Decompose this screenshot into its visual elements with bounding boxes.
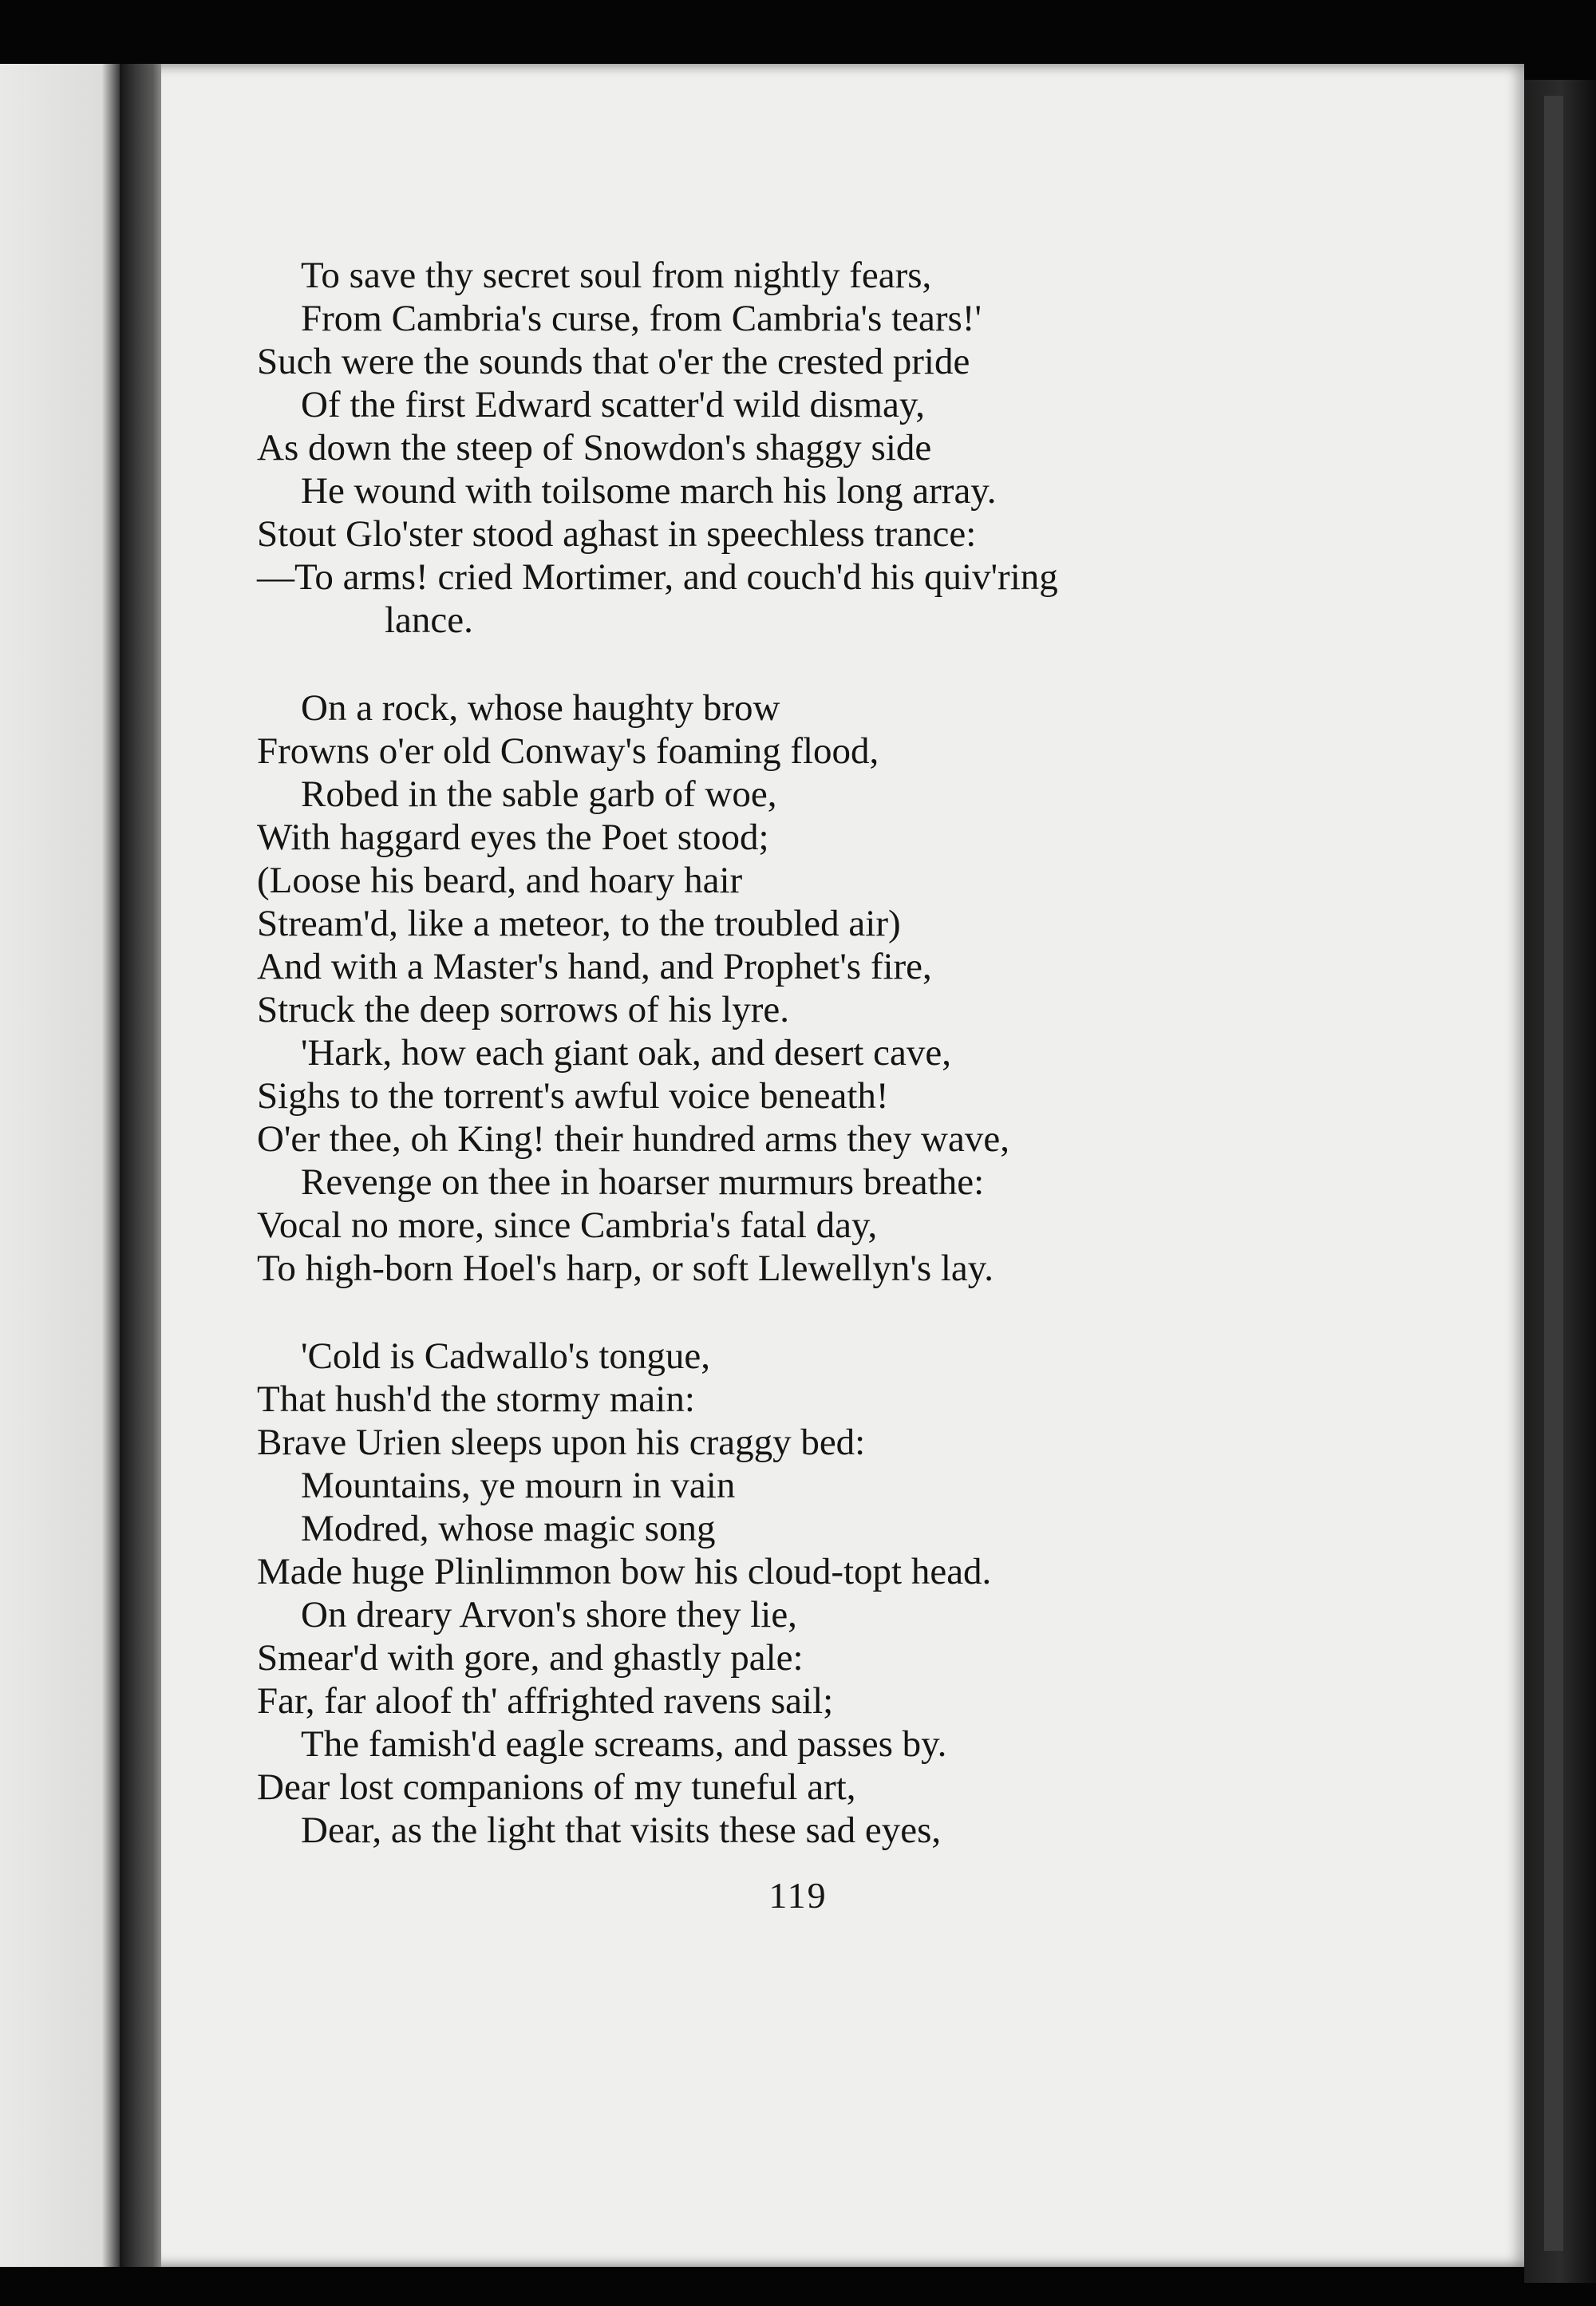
poem-line: From Cambria's curse, from Cambria's tears!' [301, 298, 982, 339]
poem-line: On dreary Arvon's shore they lie, [301, 1594, 797, 1636]
poem-line: —To arms! cried Mortimer, and couch'd his quiv'ring [257, 556, 1058, 598]
poem-line: Such were the sounds that o'er the crested pride [257, 341, 970, 382]
poem-text [257, 254, 1058, 1852]
poem-line: And with a Master's hand, and Prophet's fire, [257, 946, 932, 987]
stanza-break [257, 642, 1058, 686]
poem-line: Made huge Plinlimmon bow his cloud-topt head. [257, 1551, 992, 1592]
poem-line: Of the first Edward scatter'd wild dismay, [301, 384, 926, 425]
poem-line: Far, far aloof th' affrighted ravens sail; [257, 1680, 834, 1722]
poem-line: Modred, whose magic song [301, 1508, 716, 1549]
facing-page-edge [0, 64, 120, 2267]
poem-line: As down the steep of Snowdon's shaggy side [257, 427, 932, 469]
poem-line: Vocal no more, since Cambria's fatal day, [257, 1204, 878, 1246]
poem-line: Revenge on thee in hoarser murmurs breathe: [301, 1161, 985, 1203]
poem-line: Struck the deep sorrows of his lyre. [257, 989, 789, 1030]
poem-line: That hush'd the stormy main: [257, 1378, 695, 1420]
poem-line: 'Hark, how each giant oak, and desert cave, [301, 1032, 951, 1074]
poem-line: The famish'd eagle screams, and passes by. [301, 1723, 947, 1765]
page-number: 119 [768, 1875, 828, 1916]
page-edge-strip [1544, 96, 1563, 2251]
poem-line: To save thy secret soul from nightly fears, [301, 255, 932, 296]
poem-line: Frowns o'er old Conway's foaming flood, [257, 730, 879, 772]
poem-line: Stout Glo'ster stood aghast in speechless trance: [257, 513, 977, 555]
poem-line: Robed in the sable garb of woe, [301, 773, 777, 815]
poem-line: He wound with toilsome march his long array. [301, 470, 997, 512]
book-gutter [120, 64, 161, 2267]
poem-line: To high-born Hoel's harp, or soft Llewellyn's lay. [257, 1248, 994, 1289]
poem-line: (Loose his beard, and hoary hair [257, 860, 743, 901]
poem-line: With haggard eyes the Poet stood; [257, 817, 769, 858]
poem-line: Brave Urien sleeps upon his craggy bed: [257, 1422, 866, 1463]
poem-line: O'er thee, oh King! their hundred arms they wave, [257, 1118, 1009, 1160]
poem-line: Smear'd with gore, and ghastly pale: [257, 1637, 804, 1679]
poem-line: Dear, as the light that visits these sad eyes, [301, 1810, 942, 1851]
poem-line: Stream'd, like a meteor, to the troubled air) [257, 903, 901, 944]
poem-line: Sighs to the torrent's awful voice beneath! [257, 1075, 889, 1117]
poem-line: 'Cold is Cadwallo's tongue, [301, 1335, 711, 1377]
poem-line: lance. [385, 599, 473, 641]
stanza-break [257, 1290, 1058, 1335]
poem-line: On a rock, whose haughty brow [301, 687, 780, 729]
poem-line: Dear lost companions of my tuneful art, [257, 1766, 856, 1808]
poem-line: Mountains, ye mourn in vain [301, 1465, 736, 1506]
